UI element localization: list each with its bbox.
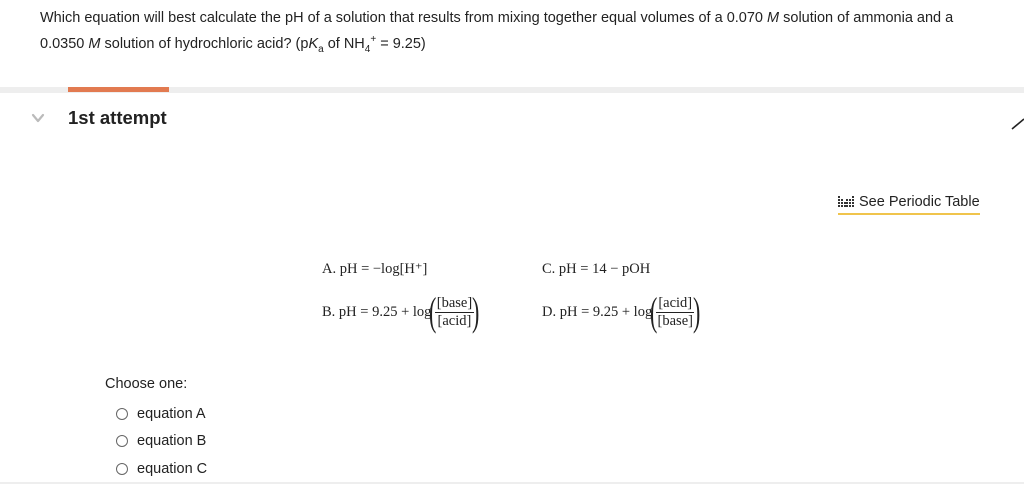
- pencil-edge-icon: [1008, 113, 1024, 133]
- periodic-table-icon: [838, 195, 854, 209]
- equation-d-fraction: [656, 295, 695, 330]
- option-label: equation A: [137, 406, 206, 422]
- right-paren: ): [692, 289, 701, 334]
- option-label: equation B: [137, 433, 207, 449]
- left-paren: (: [650, 289, 658, 334]
- question-line1-b: solution of ammonia and a: [779, 10, 954, 26]
- attempt-tab-indicator: [68, 87, 169, 92]
- equation-a: [322, 261, 427, 278]
- equation-d-numerator: [acid]: [658, 294, 693, 311]
- attempt-heading: 1st attempt: [68, 107, 167, 128]
- question-line1-a: Which equation will best calculate the pH of a solution that results from mixing together equal volumes of a 0.070: [40, 10, 768, 26]
- option-equation-a[interactable]: [116, 406, 206, 422]
- equation-d: [542, 289, 701, 334]
- question-text: [40, 5, 990, 57]
- radio-button[interactable]: [116, 463, 128, 475]
- radio-button[interactable]: [116, 435, 128, 447]
- equation-a-text: A. pH = −log[H⁺]: [322, 261, 428, 277]
- molarity-symbol: M: [88, 36, 101, 52]
- equation-b-numerator: [base]: [436, 294, 473, 311]
- question-line2-c: of NH: [323, 36, 365, 52]
- molarity-symbol: M: [767, 10, 780, 26]
- option-equation-c[interactable]: [116, 461, 207, 477]
- periodic-table-label: See Periodic Table: [859, 194, 980, 210]
- equation-b-prefix: B. pH = 9.25 + log: [322, 303, 432, 320]
- question-line2-b: solution of hydrochloric acid? (p: [100, 36, 309, 52]
- ka-subscript: a: [318, 43, 324, 55]
- periodic-table-link[interactable]: [838, 194, 980, 215]
- ka-symbol: K: [308, 36, 319, 52]
- option-equation-b[interactable]: [116, 433, 206, 449]
- right-paren: ): [472, 289, 480, 334]
- radio-button[interactable]: [116, 408, 128, 420]
- bottom-divider: [0, 482, 1024, 484]
- equation-d-prefix: D. pH = 9.25 + log: [542, 303, 653, 320]
- equation-c: [542, 261, 650, 278]
- nh4-subscript: 4: [364, 43, 371, 55]
- equation-d-denominator: [base]: [657, 312, 693, 329]
- nh4-charge: +: [370, 34, 377, 46]
- chevron-down-icon[interactable]: [30, 111, 46, 125]
- equation-b-fraction: [435, 295, 474, 330]
- left-paren: (: [429, 289, 437, 334]
- choose-one-prompt: Choose one:: [105, 376, 188, 392]
- option-label: equation C: [137, 461, 208, 477]
- equation-b-denominator: [acid]: [437, 312, 472, 329]
- equation-b: [322, 289, 480, 334]
- equation-c-text: C. pH = 14 − pOH: [542, 261, 651, 277]
- question-line2-d: = 9.25): [376, 36, 426, 52]
- question-line2-a: 0.0350: [40, 36, 89, 52]
